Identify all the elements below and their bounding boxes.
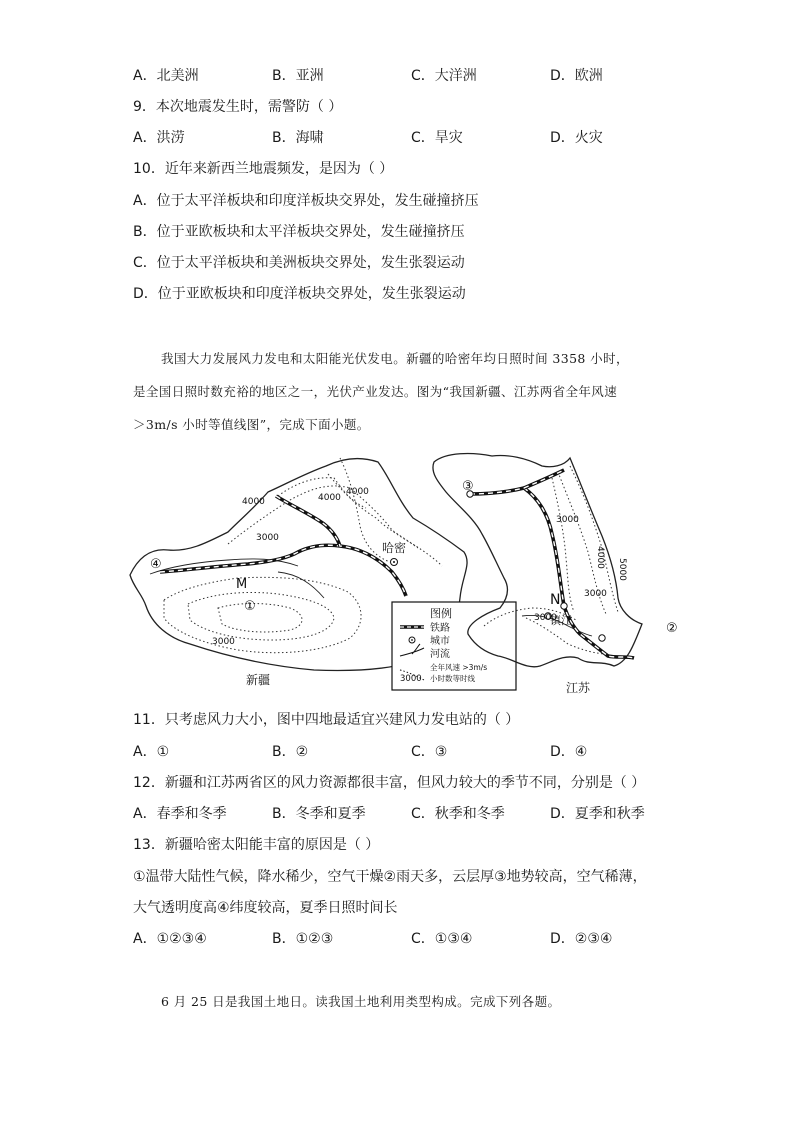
marker-3-label: ③ xyxy=(462,479,474,494)
q9-option-c[interactable]: C．旱灾 xyxy=(411,130,463,146)
passage2-line: 6 月 25 日是我国土地日。读我国土地利用类型构成。完成下列各题。 xyxy=(161,994,561,1009)
js-contour-label-2: 4000 xyxy=(595,546,605,569)
q11-option-b[interactable]: B．② xyxy=(272,744,309,760)
q13-statement-line-1: ①温带大陆性气候，降水稀少，空气干燥②雨天多，云层厚③地势较高，空气稀薄， xyxy=(133,869,647,885)
q9-stem: 9．本次地震发生时，需警防（ ） xyxy=(133,99,343,115)
xinjiang-contour-outer xyxy=(164,577,361,652)
q10-stem: 10．近年来新西兰地震频发，是因为（ ） xyxy=(133,161,394,177)
xj-contour-label-5: 3000 xyxy=(212,637,235,647)
q13-option-a[interactable]: A．①②③④ xyxy=(133,931,207,947)
hami-city-dot-icon xyxy=(393,561,395,563)
q8-options xyxy=(133,66,693,86)
q13-option-d[interactable]: D．②③④ xyxy=(550,931,613,947)
reading-passage xyxy=(133,342,663,441)
passage-line-3: ＞3m/s 小时等值线图”，完成下面小题。 xyxy=(133,417,370,432)
hami-label: 哈密 xyxy=(381,541,407,555)
legend-isoline-line-2: 小时数等时线 xyxy=(430,674,475,683)
q13-options xyxy=(133,929,693,949)
xinjiang-river-2 xyxy=(278,572,324,598)
q9-options xyxy=(133,128,693,148)
reading-passage-2 xyxy=(133,985,663,1018)
legend-railway: 铁路 xyxy=(430,623,450,634)
zhenjiang-city-icon xyxy=(561,603,567,609)
jiangsu-label: 江苏 xyxy=(566,681,591,695)
q9-option-b[interactable]: B．海啸 xyxy=(272,130,324,146)
q12-option-d[interactable]: D．夏季和秋季 xyxy=(550,806,645,822)
xj-contour-label-3: 4000 xyxy=(346,487,369,497)
js-contour-label-5: 3000 xyxy=(534,613,557,623)
q12-stem: 12．新疆和江苏两省区的风力资源都很丰富，但风力较大的季节不同，分别是（ ） xyxy=(133,775,646,791)
q8-option-a[interactable]: A．北美洲 xyxy=(133,68,199,84)
q10-option-c[interactable]: C．位于太平洋板块和美洲板块交界处，发生张裂运动 xyxy=(133,255,465,271)
q11-option-d[interactable]: D．④ xyxy=(550,744,588,760)
q11-option-c[interactable]: C．③ xyxy=(411,744,448,760)
q12-option-c[interactable]: C．秋季和冬季 xyxy=(411,806,505,822)
xj-contour-label-1: 4000 xyxy=(242,497,265,507)
q10-option-b[interactable]: B．位于亚欧板块和太平洋板块交界处，发生碰撞挤压 xyxy=(133,224,465,240)
passage-line-1: 我国大力发展风力发电和太阳能光伏发电。新疆的哈密年均日照时间 3358 小时， xyxy=(161,351,629,366)
marker-1-label: ① xyxy=(244,599,256,614)
xinjiang-contour-east xyxy=(328,474,418,548)
wind-isoline-map xyxy=(128,448,688,696)
point-m-label: M xyxy=(236,577,248,592)
point-n-label: N xyxy=(550,592,561,608)
q12-options xyxy=(133,804,693,824)
marker-2-label: ② xyxy=(666,621,678,636)
js-contour-label-3: 5000 xyxy=(617,558,627,581)
legend-box xyxy=(392,602,516,690)
legend-isoline-value: 3000 xyxy=(400,674,422,684)
passage-line-2: 是全国日照时数充裕的地区之一，光伏产业发达。图为“我国新疆、江苏两省全年风速 xyxy=(133,384,618,399)
legend-river: 河流 xyxy=(430,649,450,660)
legend-isoline-line-1: 全年风速 >3m/s xyxy=(430,663,488,672)
xinjiang-contour-inner xyxy=(218,604,302,633)
q12-option-a[interactable]: A．春季和冬季 xyxy=(133,806,227,822)
marker-4-label: ④ xyxy=(150,557,162,572)
js-contour-label-1: 3000 xyxy=(556,515,579,525)
q11-options xyxy=(133,742,693,762)
q9-option-d[interactable]: D．火灾 xyxy=(550,130,603,146)
xinjiang-contour-mid xyxy=(188,592,334,640)
q8-option-b[interactable]: B．亚洲 xyxy=(272,68,324,84)
q10-option-a[interactable]: A．位于太平洋板块和印度洋板块交界处，发生碰撞挤压 xyxy=(133,193,479,209)
q13-option-b[interactable]: B．①②③ xyxy=(272,931,334,947)
q10-option-d[interactable]: D．位于亚欧板块和印度洋板块交界处，发生张裂运动 xyxy=(133,286,466,302)
q11-option-a[interactable]: A．① xyxy=(133,744,170,760)
q12-option-b[interactable]: B．冬季和夏季 xyxy=(272,806,366,822)
q11-stem: 11．只考虑风力大小，图中四地最适宜兴建风力发电站的（ ） xyxy=(133,712,520,728)
q9-option-a[interactable]: A．洪涝 xyxy=(133,130,185,146)
xinjiang-label: 新疆 xyxy=(246,673,271,687)
zhenjiang-label: 镇江 xyxy=(550,614,572,627)
jiangsu-city-3-icon xyxy=(599,635,605,641)
q8-option-d[interactable]: D．欧洲 xyxy=(550,68,603,84)
js-contour-label-4: 3000 xyxy=(584,589,607,599)
xj-contour-label-2: 4000 xyxy=(318,493,341,503)
legend-city: 城市 xyxy=(430,636,450,647)
q8-option-c[interactable]: C．大洋洲 xyxy=(411,68,477,84)
q13-statement-line-2: 大气透明度高④纬度较高，夏季日照时间长 xyxy=(133,900,398,916)
xj-contour-label-4: 3000 xyxy=(256,533,279,543)
q13-option-c[interactable]: C．①③④ xyxy=(411,931,473,947)
q13-stem: 13．新疆哈密太阳能丰富的原因是（ ） xyxy=(133,837,380,853)
legend-title: 图例 xyxy=(430,607,452,620)
